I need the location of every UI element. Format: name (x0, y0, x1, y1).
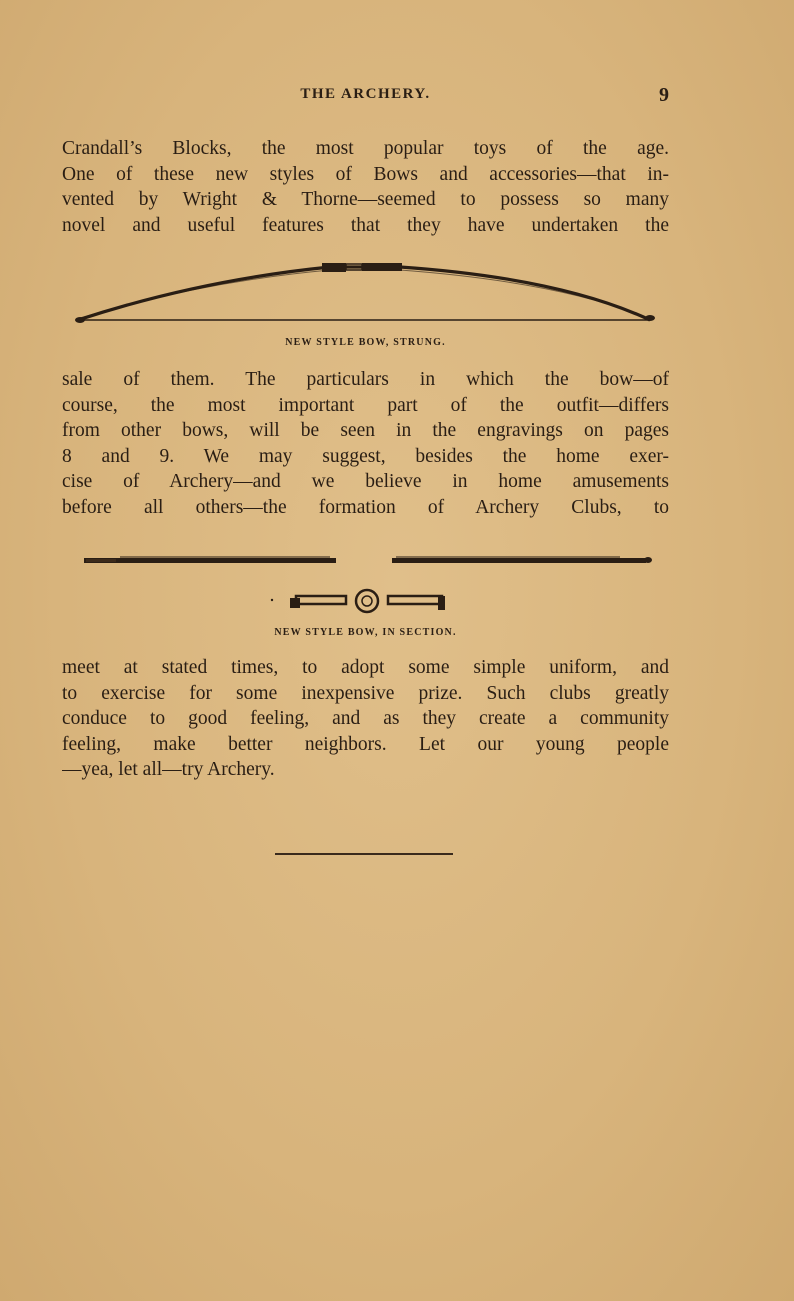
running-title: THE ARCHERY. (300, 86, 431, 102)
handle-ferrule (356, 590, 378, 612)
figure-caption: NEW STYLE BOW, IN SECTION. (274, 627, 457, 638)
text-line: to exercise for some inexpensive prize. Such clubs greatly (62, 682, 669, 704)
text-line: One of these new styles of Bows and accessories—that in- (62, 163, 669, 185)
paragraph-3 (62, 655, 669, 783)
bow-nock (75, 317, 85, 323)
text-line: course, the most important part of the outfit—differs (62, 394, 669, 416)
bow-nock (645, 315, 655, 321)
text-line: before all others—the formation of Archery Clubs, to (62, 496, 669, 518)
bow-limb-section (392, 558, 646, 563)
text-line: vented by Wright & Thorne—seemed to possess so many (62, 189, 669, 210)
paragraph-2 (62, 367, 669, 520)
running-head (62, 84, 669, 110)
text-line: cise of Archery—and we believe in home amusements (62, 471, 669, 492)
bow-limb (78, 267, 650, 320)
text-line: meet at stated times, to adopt some simple uniform, and (62, 657, 669, 678)
text-line: Crandall’s Blocks, the most popular toys of the age. (62, 138, 669, 159)
strung-bow-illustration (0, 258, 794, 330)
text-line: feeling, make better neighbors. Let our young people (62, 733, 669, 755)
text-line: conduce to good feeling, and as they create a community (62, 708, 669, 729)
bow-grip (322, 263, 346, 272)
page-number: 9 (659, 84, 669, 106)
text-line: —yea, let all—try Archery. (62, 759, 275, 780)
text-line: from other bows, will be seen in the engravings on pages (62, 420, 669, 441)
paragraph-1 (62, 136, 669, 238)
text-line: sale of them. The particulars in which the bow—of (62, 369, 669, 390)
section-rule (275, 853, 453, 855)
bow-limb-section (84, 558, 336, 563)
figure-caption: NEW STYLE BOW, STRUNG. (285, 337, 446, 348)
handle-section (296, 596, 346, 604)
text-line: 8 and 9. We may suggest, besides the home exer- (62, 445, 669, 467)
text-line: novel and useful features that they have undertaken the (62, 214, 669, 236)
sectioned-bow-illustration (0, 548, 794, 618)
